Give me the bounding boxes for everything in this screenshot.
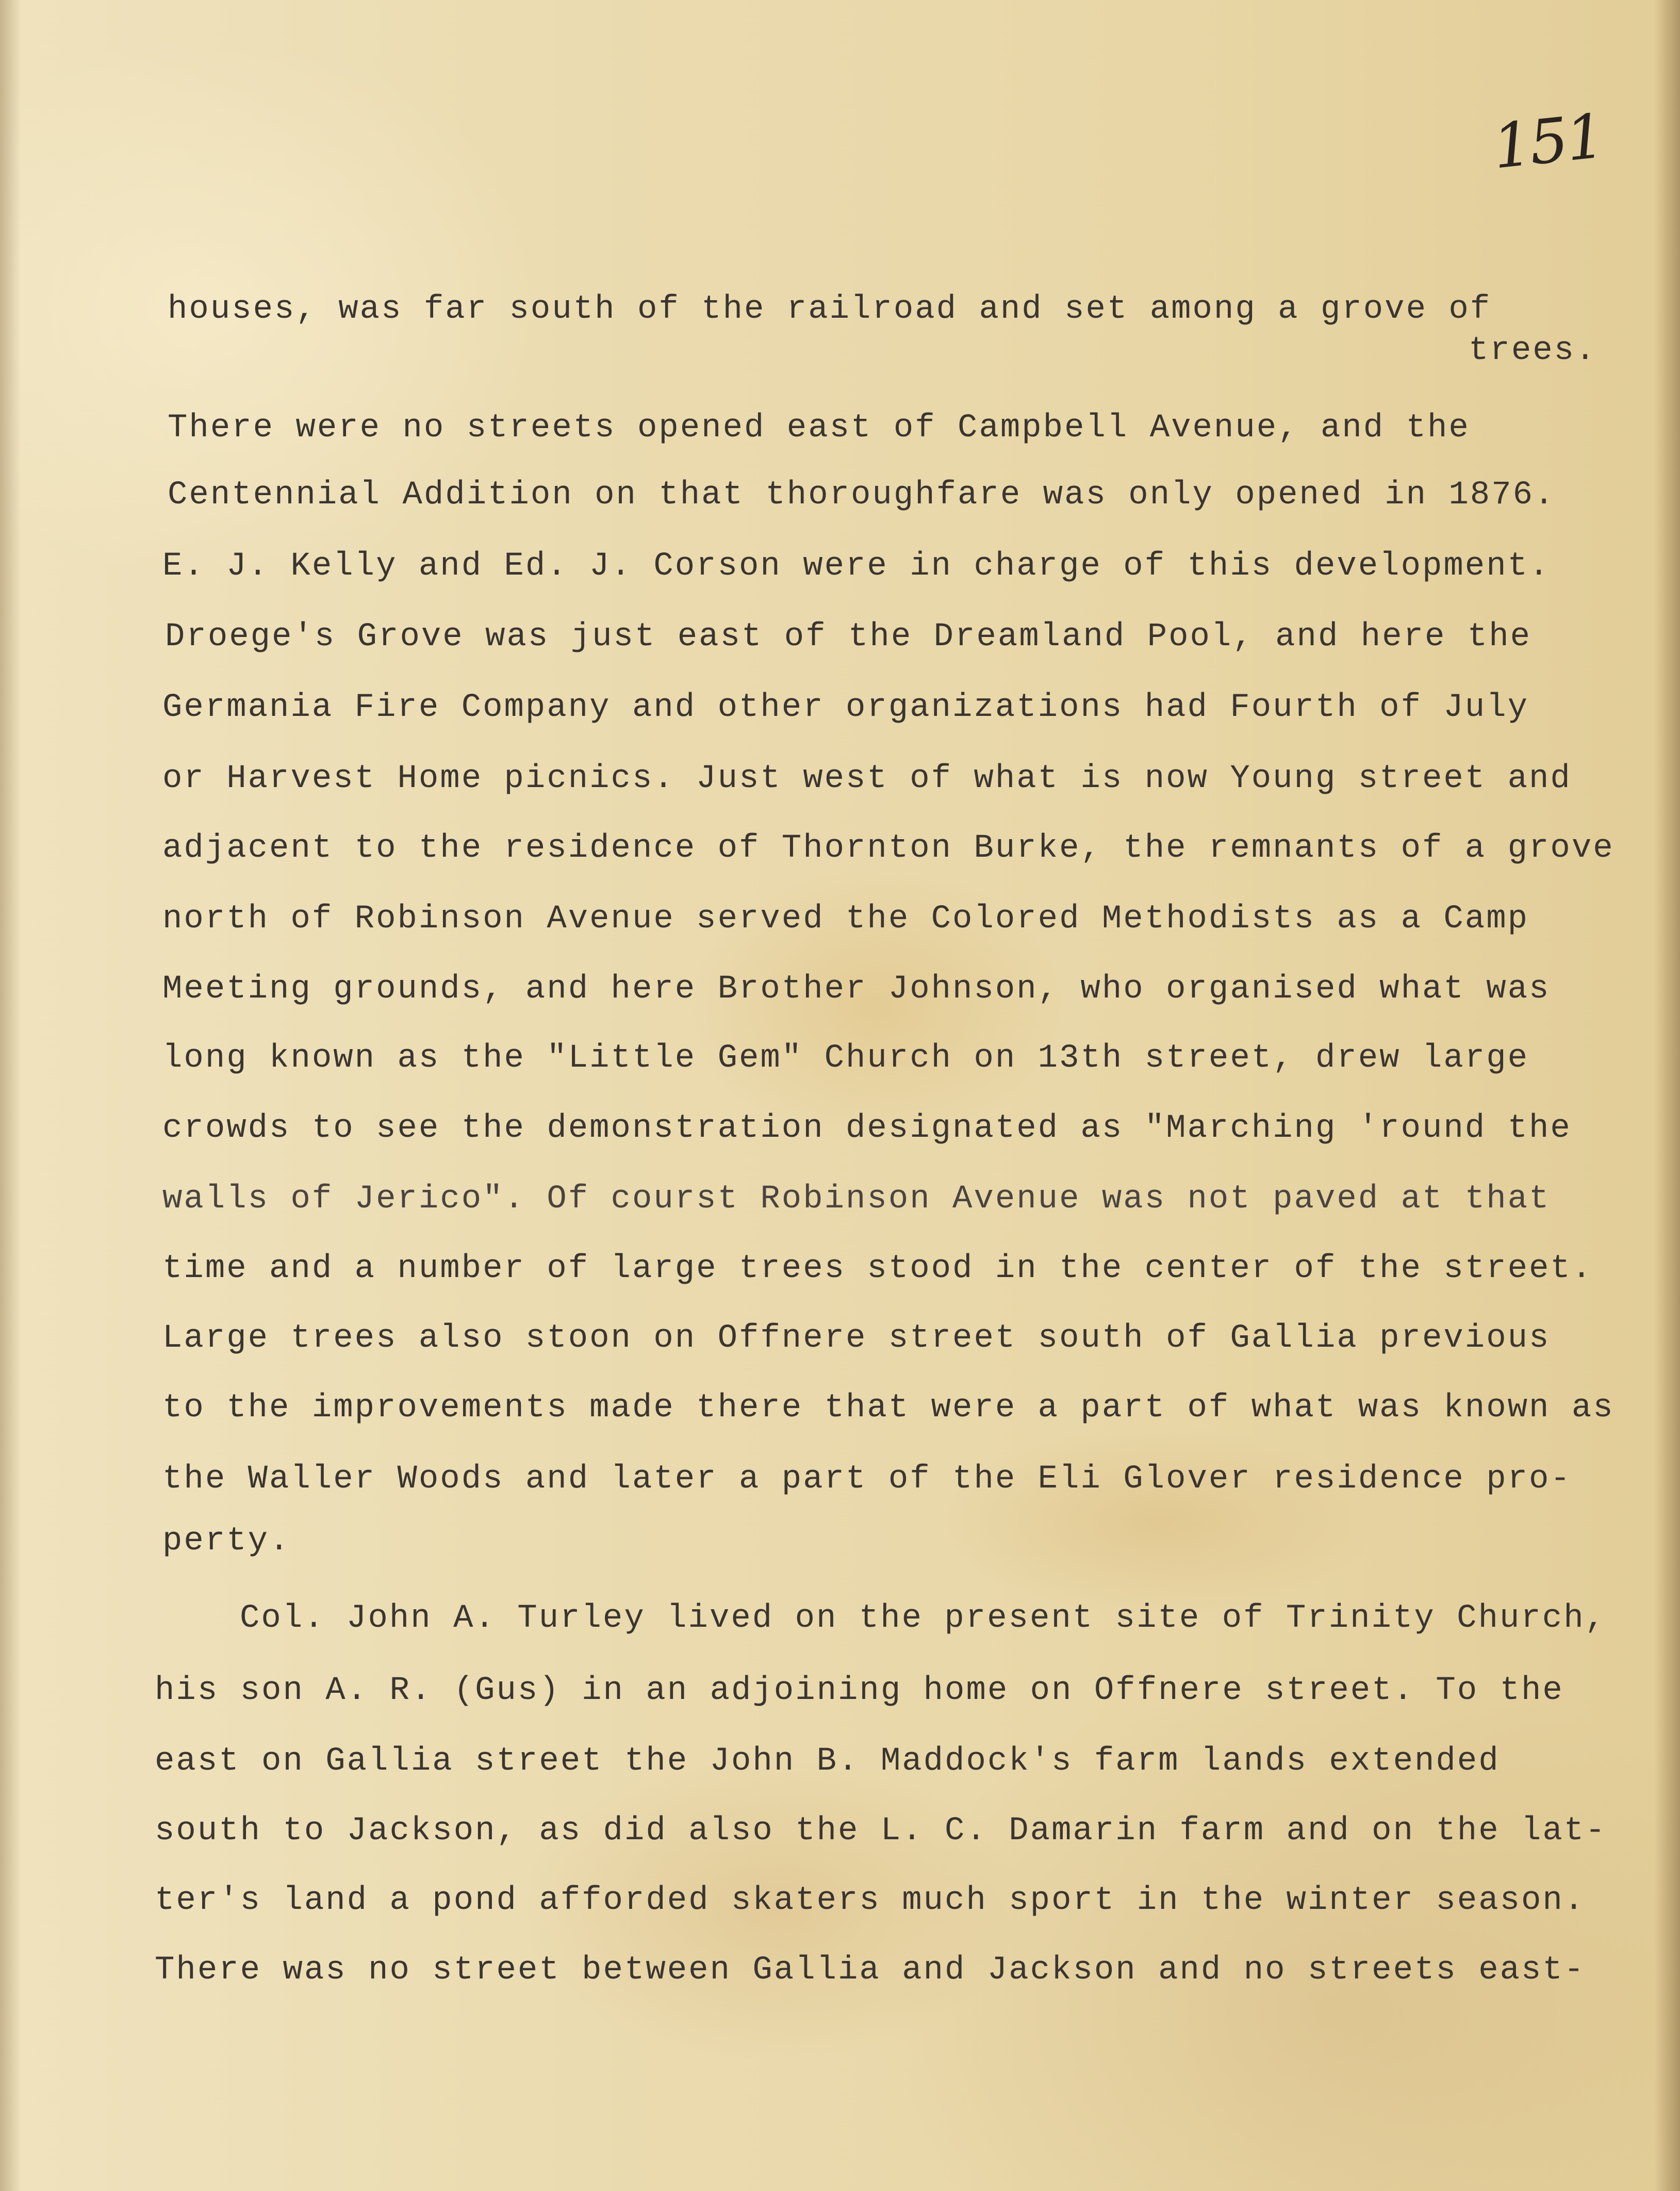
text-line: or Harvest Home picnics. Just west of what is now Young street and — [162, 760, 1572, 797]
text-line: the Waller Woods and later a part of the Eli Glover residence pro- — [162, 1461, 1572, 1498]
text-line: crowds to see the demonstration designated as "Marching 'round the — [162, 1110, 1572, 1147]
text-line: time and a number of large trees stood in the center of the street. — [162, 1250, 1593, 1287]
text-line: houses, was far south of the railroad and set among a grove of — [168, 291, 1492, 328]
text-line: E. J. Kelly and Ed. J. Corson were in charge of this development. — [162, 548, 1551, 585]
text-line: north of Robinson Avenue served the Colored Methodists as a Camp — [162, 901, 1529, 938]
text-line: south to Jackson, as did also the L. C. Damarin farm and on the lat- — [155, 1812, 1607, 1850]
text-line: perty. — [162, 1523, 291, 1560]
text-line: There was no street between Gallia and Jackson and no streets east- — [155, 1952, 1586, 1989]
text-line: ter's land a pond afforded skaters much sport in the winter season. — [155, 1882, 1586, 1919]
text-line: east on Gallia street the John B. Maddock's farm lands extended — [155, 1743, 1500, 1780]
text-line: Centennial Addition on that thoroughfare was only opened in 1876. — [168, 477, 1556, 514]
paper-edge-right — [1654, 0, 1680, 2191]
text-line: Droege's Grove was just east of the Dreamland Pool, and here the — [165, 618, 1531, 656]
paper-edge-left — [0, 0, 21, 2191]
text-line: walls of Jerico". Of courst Robinson Avenue was not paved at that — [162, 1181, 1551, 1218]
text-line: There were no streets opened east of Campbell Avenue, and the — [168, 410, 1470, 447]
text-line: Meeting grounds, and here Brother Johnson, who organised what was — [162, 971, 1551, 1008]
text-line: long known as the "Little Gem" Church on 13th street, drew large — [162, 1040, 1529, 1077]
text-line: Large trees also stoon on Offnere street south of Gallia previous — [162, 1320, 1551, 1357]
text-line: trees. — [1469, 332, 1597, 369]
text-line: Germania Fire Company and other organizations had Fourth of July — [162, 689, 1529, 726]
text-line: to the improvements made there that were a part of what was known as — [162, 1389, 1615, 1427]
text-line: adjacent to the residence of Thornton Burke, the remnants of a grove — [162, 830, 1615, 867]
page-number: 151 — [1489, 100, 1606, 183]
text-line: Col. John A. Turley lived on the present site of Trinity Church, — [240, 1600, 1606, 1637]
text-line: his son A. R. (Gus) in an adjoining home on Offnere street. To the — [155, 1672, 1564, 1709]
